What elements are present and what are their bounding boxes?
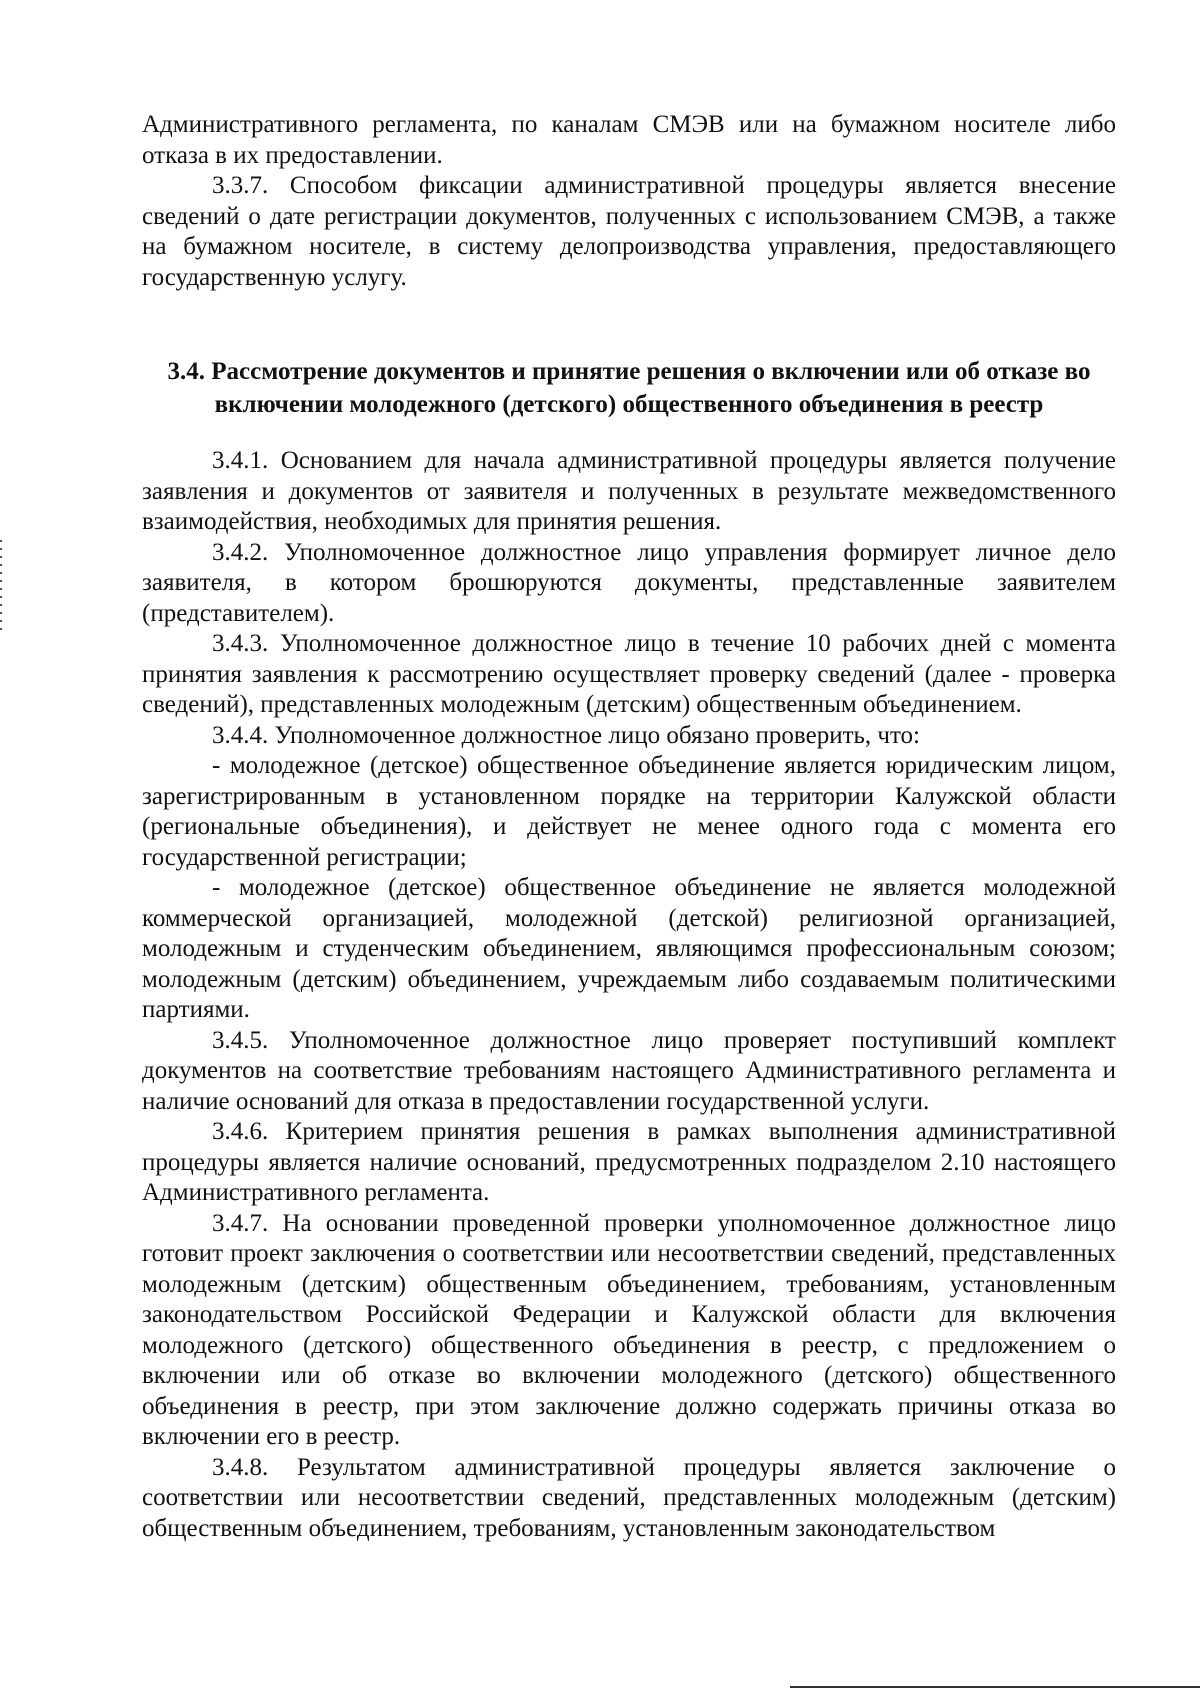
scan-edge-mark bbox=[0, 540, 2, 630]
paragraph-continuation: Административного регламента, по каналам СМЭВ или на бумажном носителе либо отказа в их предоставлении. bbox=[142, 111, 1116, 169]
paragraph-3-4-4: 3.4.4. Уполномоченное должностное лицо обязано проверить, что: bbox=[212, 721, 921, 749]
paragraph-3-4-1: 3.4.1. Основанием для начала административной процедуры является получение заявления и документов от заявителя и полученных в результате межведомственного взаимодействия, необходимых для принятия решения. bbox=[142, 447, 1116, 535]
paragraph-3-4-6: 3.4.6. Критерием принятия решения в рамках выполнения административной процедуры является наличие оснований, предусмотренных подразделом 2.10 настоящего Административного регламента. bbox=[142, 1118, 1116, 1206]
list-item: - молодежное (детское) общественное объединение является юридическим лицом, зарегистрированным в установленном порядке на территории Калужской области (региональные объединения), и действует не менее одного года с момента его государственной регистрации; bbox=[142, 752, 1116, 871]
scan-bottom-line bbox=[790, 1686, 1200, 1688]
paragraph-3-3-7: 3.3.7. Способом фиксации административной процедуры является внесение сведений о дате регистрации документов, полученных с использованием СМЭВ, а также на бумажном носителе, в систему делопроизводства управления, предоставляющего государственную услугу. bbox=[142, 172, 1116, 291]
spacer bbox=[142, 293, 1116, 355]
section-heading: 3.4. Рассмотрение документов и принятие решения о включении или об отказе во включении молодежного (детского) общественного объединения в реестр bbox=[167, 358, 1091, 418]
paragraph-3-4-7: 3.4.7. На основании проведенной проверки уполномоченное должностное лицо готовит проект заключения о соответствии или несоответствии сведений, представленных молодежным (детским) общественным объединением, требованиям, установленным законодательством Российской Федерации и Калужской области для включения молодежного (детского) общественного объединения в реестр, с предложением о включении или об отказе во включении молодежного (детского) общественного объединения в реестр, при этом заключение должно содержать причины отказа во включении его в реестр. bbox=[142, 1209, 1116, 1450]
paragraph-3-4-3: 3.4.3. Уполномоченное должностное лицо в течение 10 рабочих дней с момента принятия заявления к рассмотрению осуществляет проверку сведений (далее - проверка сведений), представленных молодежным (детским) общественным объединением. bbox=[142, 630, 1116, 718]
paragraph-3-4-2: 3.4.2. Уполномоченное должностное лицо управления формирует личное дело заявителя, в котором брошюруются документы, представленные заявителем (представителем). bbox=[142, 538, 1116, 627]
paragraph-3-4-5: 3.4.5. Уполномоченное должностное лицо проверяет поступивший комплект документов на соответствие требованиям настоящего Административного регламента и наличие оснований для отказа в предоставлении государственной услуги. bbox=[142, 1026, 1116, 1115]
list-item: - молодежное (детское) общественное объединение не является молодежной коммерческой организацией, молодежной (детской) религиозной организацией, молодежным и студенческим объединением, являющимся профессиональным союзом; молодежным (детским) объединением, учреждаемым либо создаваемым политическими партиями. bbox=[142, 874, 1116, 1023]
document-page bbox=[142, 110, 1116, 1544]
spacer bbox=[142, 421, 1116, 446]
paragraph-3-4-8: 3.4.8. Результатом административной процедуры является заключение о соответствии или несоответствии сведений, представленных молодежным (детским) общественным объединением, требованиям, установленным законодательством bbox=[142, 1453, 1116, 1542]
